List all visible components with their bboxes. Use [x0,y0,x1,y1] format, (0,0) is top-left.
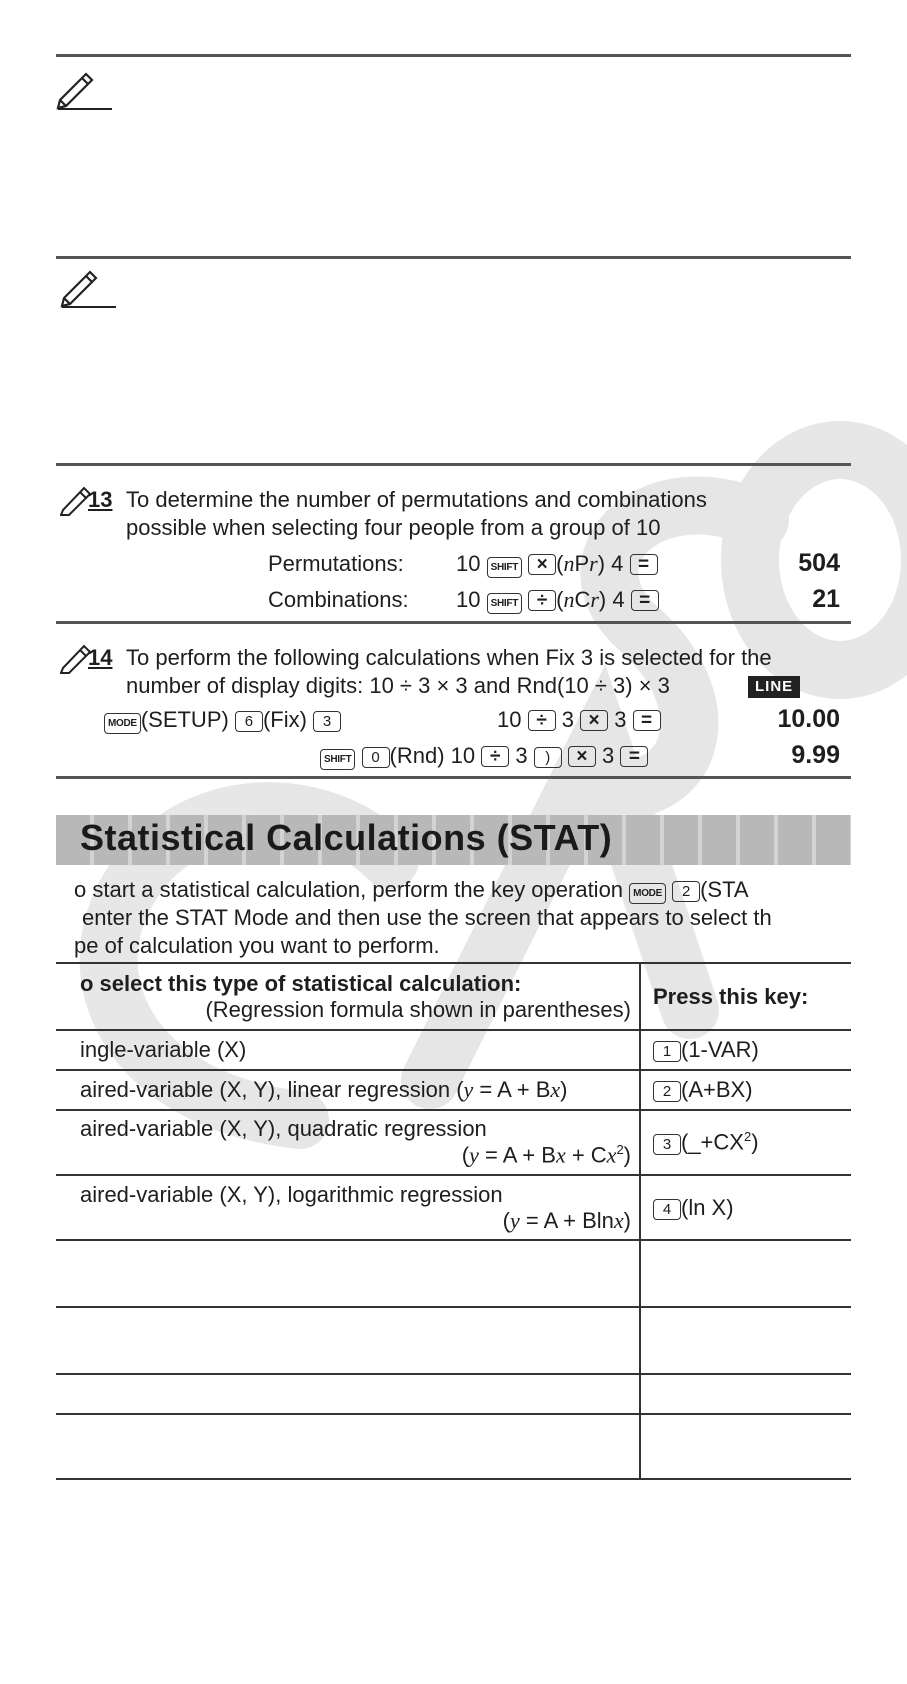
fix-calc-keys: 10 ÷ 3 × 3 = [497,706,661,734]
shift-key: SHIFT [487,593,522,614]
row-key: 1 (1-VAR) [640,1030,851,1070]
example-13-divider [56,463,851,466]
header-type-cell [56,963,640,1030]
example-13-desc-line1: To determine the number of permutations and combinations [126,487,707,512]
equals-key: = [633,710,661,731]
key-3: 3 [653,1134,681,1155]
key-0: 0 [362,747,390,768]
mode-key: MODE [104,713,141,734]
shift-key: SHIFT [320,749,355,770]
header-type-title: o select this type of statistical calculation: [80,970,522,996]
note-divider-2 [56,256,851,259]
row-desc: aired-variable (X, Y), logarithmic regression (y = A + Blnx) [56,1175,640,1240]
table-row-empty [56,1374,851,1414]
key-4: 4 [653,1199,681,1220]
equals-key: = [631,590,659,611]
divide-key: ÷ [481,746,509,767]
pencil-note-icon [60,268,118,308]
key-1: 1 [653,1041,681,1062]
row-desc: aired-variable (X, Y), quadratic regression $(y = A + Bx + Cx^2)$ [56,1110,640,1175]
divide-key: ÷ [528,590,556,611]
table-row [56,1175,851,1240]
table-row-empty [56,1240,851,1307]
example-14-number: 14 [88,645,113,670]
intro-line1: o start a statistical calculation, perform the key operation MODE 2 (STA [74,877,749,902]
combinations-result: 21 [812,585,840,613]
key-3: 3 [313,711,341,732]
equals-key: = [620,746,648,767]
mode-key: MODE [629,883,666,904]
stat-type-table [56,962,851,1480]
close-paren-key: ) [534,747,562,768]
row-desc: ingle-variable (X) [56,1030,640,1070]
row-key: 3 $(\_+CX^2)$ [640,1110,851,1175]
header-key-cell: Press this key: [640,963,851,1030]
header-type-note: (Regression formula shown in parentheses) [205,996,631,1022]
combinations-keys: 10 SHIFT ÷ (nCr) 4 = [456,586,659,614]
divide-key: ÷ [528,710,556,731]
row-desc: aired-variable (X, Y), linear regression (y = A + Bx) [56,1070,640,1110]
row-key: 4 (ln X) [640,1175,851,1240]
key-6: 6 [235,711,263,732]
combinations-label: Combinations: [268,587,409,612]
table-row-empty [56,1414,851,1479]
example-13-desc-line2: possible when selecting four people from a group of 10 [126,515,661,540]
section-title: Statistical Calculations (STAT) [80,817,613,858]
table-header-row [56,963,851,1030]
multiply-key: × [568,746,596,767]
intro-line3: pe of calculation you want to perform. [74,933,440,958]
shift-key: SHIFT [487,557,522,578]
table-row-empty [56,1307,851,1374]
example-14-bottom-divider [56,776,851,779]
key-2: 2 [672,881,700,902]
fix-calc-result: 10.00 [777,705,840,733]
key-2: 2 [653,1081,681,1102]
permutations-keys: 10 SHIFT × (nPr) 4 = [456,550,658,578]
permutations-label: Permutations: [268,551,404,576]
example-14-desc-line1: To perform the following calculations when Fix 3 is selected for the [126,645,772,670]
equals-key: = [630,554,658,575]
permutations-result: 504 [798,549,840,577]
table-row [56,1070,851,1110]
table-row [56,1030,851,1070]
example-14-divider [56,621,851,624]
line-mode-badge: LINE [748,672,800,700]
note-divider-1 [56,54,851,57]
rnd-calc-keys: SHIFT 0 (Rnd) 10 ÷ 3 ) × 3 = [320,742,648,770]
pencil-note-icon [56,70,114,110]
intro-line2: enter the STAT Mode and then use the screen that appears to select th [82,905,772,930]
multiply-key: × [580,710,608,731]
row-key: 2 (A+BX) [640,1070,851,1110]
example-14-desc-line2: number of display digits: 10 ÷ 3 × 3 and Rnd(10 ÷ 3) × 3 [126,673,670,698]
example-13-number: 13 [88,487,113,512]
multiply-key: × [528,554,556,575]
fix-setup-keys: MODE (SETUP) 6 (Fix) 3 [104,706,341,734]
table-row [56,1110,851,1175]
key-seq-number: 10 [456,551,481,576]
rnd-calc-result: 9.99 [791,741,840,769]
